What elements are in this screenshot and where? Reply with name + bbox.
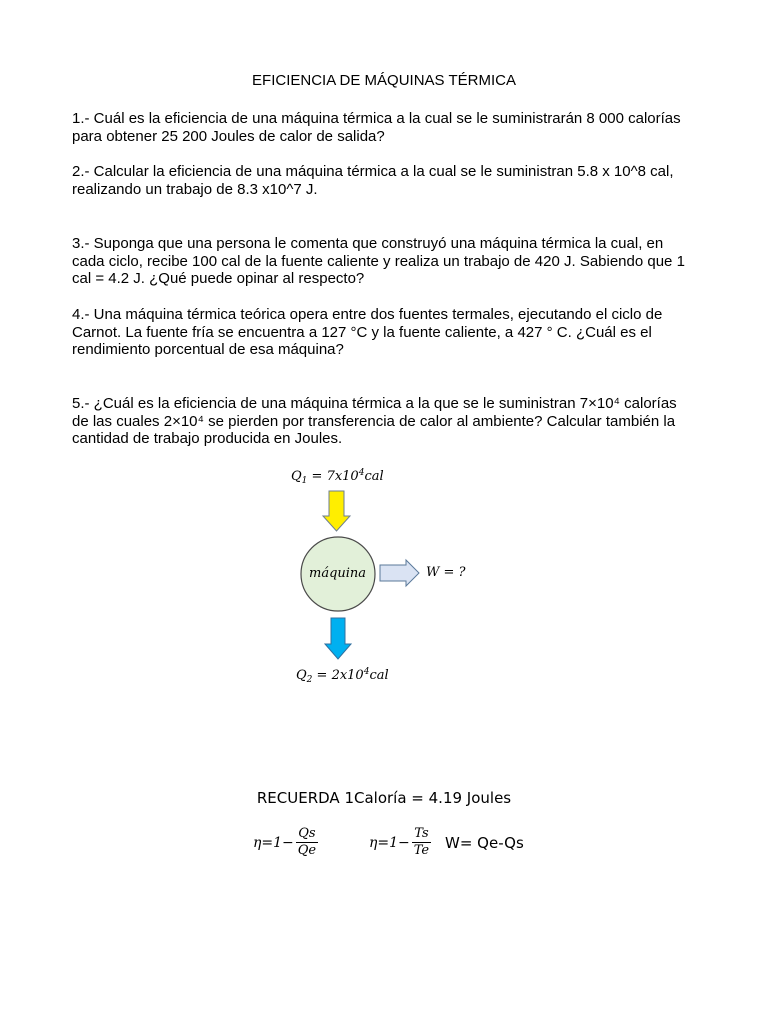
- work-output-arrow: [380, 560, 419, 586]
- formula-numerator: Ts: [414, 826, 429, 841]
- reminder-text: RECUERDA 1Caloría = 4.19 Joules: [256, 789, 512, 807]
- heat-output-arrow: [325, 618, 351, 659]
- question-2: 2.- Calcular la eficiencia de una máquina térmica a la cual se le suministran 5.8 x 10^8 cal, realizando un trabajo de 8.3 x10^7 J.: [72, 163, 674, 198]
- work-label: W = ?: [426, 565, 466, 580]
- work-formula: W= Qe-Qs: [445, 834, 524, 852]
- document-title: EFICIENCIA DE MÁQUINAS TÉRMICA: [252, 72, 516, 89]
- efficiency-formula-heat: [253, 826, 320, 859]
- heat-input-label: $Q_1 = 7x10^4cal$: [291, 468, 384, 486]
- heat-output-label: $Q_2 = 2x10^4cal$: [296, 667, 389, 685]
- question-4: 4.- Una máquina térmica teórica opera entre dos fuentes termales, ejecutando el ciclo de Carnot. La fuente fría se encuentra a 127 °C y la fuente caliente, a 427 ° C. ¿Cuál es el rendimiento porcentual de esa máquina?: [72, 306, 663, 359]
- heat-input-arrow: [323, 491, 350, 531]
- question-1: 1.- Cuál es la eficiencia de una máquina térmica a la cual se le suministrarán 8 000 calorías para obtener 25 200 Joules de calor de salida?: [72, 110, 681, 145]
- efficiency-formula-temperature: [369, 826, 433, 859]
- formula-numerator: Qs: [298, 826, 316, 841]
- formula-denominator: Te: [413, 843, 430, 858]
- formula-lhs: η=1−: [253, 834, 294, 851]
- question-3: 3.- Suponga que una persona le comenta que construyó una máquina térmica la cual, en cada ciclo, recibe 100 cal de la fuente caliente y realiza un trabajo de 420 J. Sabiendo que 1 cal = 4.2 J. ¿Qué puede opinar al respecto?: [72, 235, 685, 288]
- formula-denominator: Qe: [297, 843, 317, 858]
- formula-lhs: η=1−: [369, 834, 410, 851]
- machine-label: máquina: [309, 566, 367, 581]
- question-5: 5.- ¿Cuál es la eficiencia de una máquina térmica a la que se le suministran 7×10⁴ calorías de las cuales 2×10⁴ se pierden por transferencia de calor al ambiente? Calcular también la cantidad de trabajo producida en Joules.: [72, 395, 677, 448]
